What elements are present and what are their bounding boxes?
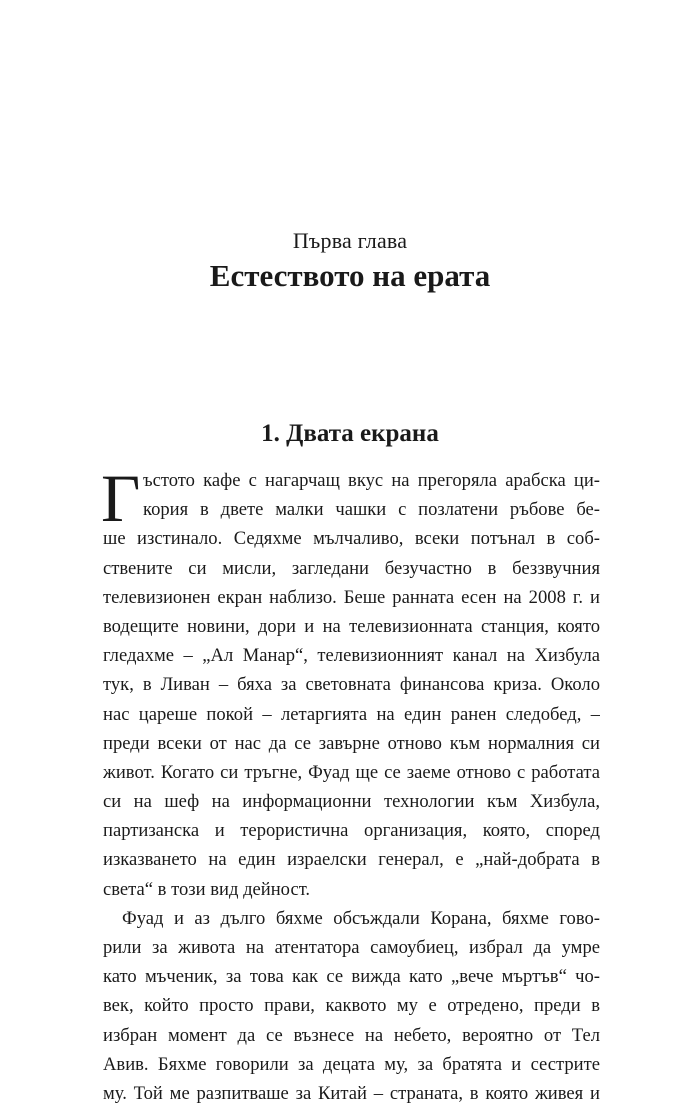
text-line: ъстото кафе с нагарчащ вкус на прегоряла арабска ци-: [143, 470, 600, 491]
text-line: ше изстинало. Седяхме мълчаливо, всеки потънал в соб-: [103, 528, 600, 550]
paragraph-1: [101, 460, 600, 904]
text-line: му. Той ме разпитваше за Китай – страната, в която живея и: [103, 1082, 600, 1104]
text-line: живот. Когато си тръгне, Фуад ще се заеме отново с работата: [103, 761, 600, 783]
text-line: рили за живота на атентатора самоубиец, избрал да умре: [103, 937, 600, 958]
text-line: тук, в Ливан – бяха за световната финансова криза. Около: [103, 674, 600, 696]
chapter-title: Естеството на ерата: [209, 258, 491, 293]
text-line: преди всеки от нас да се завърне отново към нормалния си: [103, 732, 600, 754]
text-line: Авив. Бяхме говорили за децата му, за братята и сестрите: [103, 1053, 600, 1075]
text-line: нас цареше покой – летаргията на един ранен следобед, –: [103, 703, 600, 725]
drop-cap: Г: [101, 460, 141, 536]
text-line: гледахме – „Ал Манар“, телевизионният канал на Хизбула: [103, 645, 600, 667]
text-line: телевизионен екран наблизо. Беше ранната есен на 2008 г. и: [103, 586, 600, 608]
text-line: ствените си мисли, загледани безучастно в беззвучния: [103, 557, 600, 579]
text-line: век, който просто прави, каквото му е отредено, преди в: [103, 995, 600, 1017]
text-line: си на шеф на информационни технологии към Хизбула,: [103, 791, 600, 813]
text-line: като мъченик, за това как се вижда като „вече мъртъв“ чо-: [103, 966, 600, 988]
text-line: Фуад и аз дълго бяхме обсъждали Корана, бяхме гово-: [122, 907, 600, 929]
text-line: изказването на един израелски генерал, е „най-добрата в: [103, 849, 600, 871]
text-line: света“ в този вид дейност.: [103, 878, 311, 900]
text-line: кория в двете малки чашки с позлатени ръбове бе-: [143, 499, 600, 521]
text-line: партизанска и терористична организация, която, според: [103, 820, 600, 842]
chapter-label: Първа глава: [292, 228, 408, 253]
body-text: [101, 460, 600, 1108]
text-line: водещите новини, дори и на телевизионната станция, която: [103, 615, 600, 637]
section-title: 1. Двата екрана: [261, 420, 439, 447]
text-line: избран момент да се възнесе на небето, вероятно от Тел: [103, 1024, 600, 1046]
paragraph-2: [103, 904, 600, 1108]
